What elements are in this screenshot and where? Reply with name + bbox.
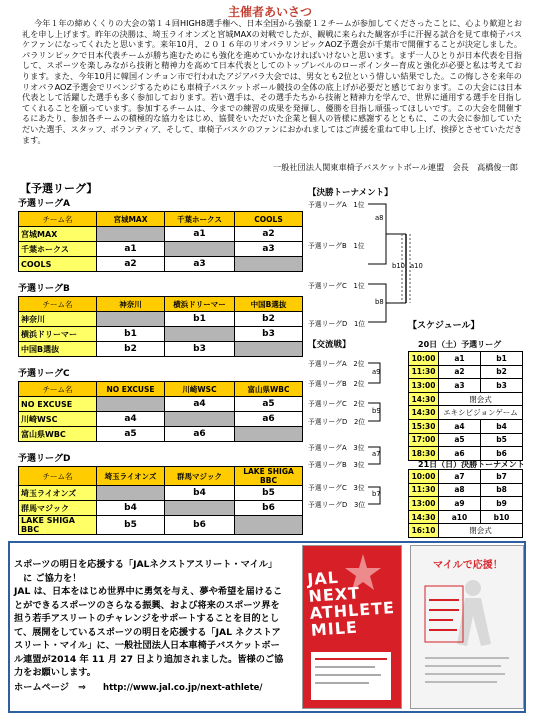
- team-header: NO EXCUSE: [97, 382, 165, 397]
- exchange-title: 【交流戦】: [308, 340, 351, 350]
- table-row: [19, 516, 303, 535]
- match-cell: a3: [235, 242, 303, 257]
- exchange-entry: 予選リーグC 3位: [308, 484, 365, 492]
- team-row-name: 川崎WSC: [19, 412, 97, 427]
- schedule-time: 11:30: [409, 365, 439, 379]
- table-row: [19, 486, 303, 501]
- schedule-time: 13:00: [409, 497, 439, 511]
- schedule-match: a1: [439, 352, 481, 366]
- match-cell: a4: [165, 397, 235, 412]
- match-cell: a1: [97, 242, 165, 257]
- jal-promo-text: [14, 558, 286, 695]
- match-cell: b1: [97, 327, 165, 342]
- schedule-row: [409, 433, 523, 447]
- team-header: 宮城MAX: [97, 212, 165, 227]
- table-row: [19, 342, 303, 357]
- schedule-event: 閉会式: [439, 524, 523, 538]
- schedule-match: a2: [439, 365, 481, 379]
- schedule-row: [409, 352, 523, 366]
- team-row-name: 神奈川: [19, 312, 97, 327]
- bracket-code: a10: [410, 262, 423, 270]
- blank-cell: [97, 312, 165, 327]
- schedule-row: [409, 406, 523, 420]
- greeting-text: [22, 18, 522, 145]
- blank-cell: [165, 242, 235, 257]
- schedule-match: a7: [439, 470, 481, 484]
- schedule-time: 11:30: [409, 483, 439, 497]
- schedule-time: 10:00: [409, 470, 439, 484]
- league-title: 予選リーグB: [18, 284, 70, 294]
- table-row: [19, 257, 303, 272]
- match-cell: b4: [165, 486, 235, 501]
- team-row-name: 横浜ドリーマー: [19, 327, 97, 342]
- blank-cell: [235, 257, 303, 272]
- greeting-paragraph: 今年１年の締めくくりの大会の第１４回HIGH8選手権へ、日本全国から強豪１２チームが参加してくださったことに、心より歓迎とお礼を申し上げます。昨年の決勝は、埼玉ライオンズと宮城MAXの対戦でしたが、観戦に来られた観客が手に汗握る試合を見て車椅子バスケファンになってくれたと思います。来年10月、２０１６年のリオパラリンピックAOZ予選会が千葉市で開催することが決定しました。パラリンピックで日本代表チームが勝ち進むためにも強化を進めていかなければいけないと思います。まず一人ひとりが日本代表を目指して、スポーツを楽しみながら技術と精神力を高めて日本代表としてのトップレベルのローポインター育成と強化が必要と私は考えております。また、今年10月に韓国インチョン市で行われたアジアパラ大会では、男女とも2位という惜しい結果でした。この悔しさを来年のリオパラAOZ予選会でリベンジするためにも車椅子バスケットボール競技の全体の底上げが必要だと感じております。この大会には日本代表として活躍した選手も多く参加しております。若い選手は、その選手たちから技術と精神力を学んで、世界に通用する選手を目指してくれることを願っています。参加するチームは、今までの練習の成果を発揮し、優勝を目指し頑張ってほしいです。この大会を開催するにあたり、参加各チームの積極的な協力をはじめ、協賛をいただいた企業と個人の皆様に感謝するとともに、この大会に参加していただいた選手、スタッフ、ボランティア、そして、車椅子バスケのファンにおかれましてはご声援を重ねて申し上げ、挨拶とさせていただきます。: [22, 18, 522, 145]
- prelim-heading: 【予選リーグ】: [20, 182, 98, 195]
- team-row-name: 富山県WBC: [19, 427, 97, 442]
- match-cell: b4: [97, 501, 165, 516]
- blank-cell: [235, 427, 303, 442]
- exchange-entry: 予選リーグA 2位: [308, 360, 365, 368]
- schedule-row: [409, 510, 523, 524]
- exchange-code: a7: [372, 450, 381, 458]
- poster-red-headline: JAL NEXT ATHLETE MILE: [306, 567, 396, 640]
- schedule-time: 13:00: [409, 379, 439, 393]
- schedule-event: 閉会式: [439, 392, 523, 406]
- schedule-row: [409, 483, 523, 497]
- exchange-code: b9: [372, 407, 381, 415]
- schedule-match: a3: [439, 379, 481, 393]
- league-title: 予選リーグA: [18, 199, 70, 209]
- league-title: 予選リーグC: [18, 369, 70, 379]
- schedule-time: 16:10: [409, 524, 439, 538]
- page-title: 主催者あいさつ: [227, 5, 312, 19]
- match-cell: a2: [97, 257, 165, 272]
- schedule-match: b9: [481, 497, 523, 511]
- match-cell: a4: [97, 412, 165, 427]
- schedule-match: a10: [439, 510, 481, 524]
- schedule-row: [409, 524, 523, 538]
- schedule-title: 【スケジュール】: [408, 321, 480, 331]
- schedule-table: [408, 351, 523, 461]
- exchange-entry: 予選リーグD 3位: [308, 501, 366, 509]
- match-cell: b3: [165, 342, 235, 357]
- jal-poster-grey: [410, 545, 524, 709]
- team-header: LAKE SHIGA BBC: [235, 467, 303, 486]
- team-header: 群馬マジック: [165, 467, 235, 486]
- table-row: [19, 227, 303, 242]
- jal-line-1: スポーツの明日を応援する「JALネクストアスリート・マイル」: [14, 559, 278, 570]
- table-row: [19, 312, 303, 327]
- jal-line-3: JAL は、日本をはじめ世界中に勇気を与え、夢や希望を届けることができるスポーツのさらなる振興、および将来のスポーツ界を担う若手アスリートのチャレンジをサポートすることを目的として、展開をしているスポーツの明日を応援する「JAL ネクストアスリート・マイル」に、一般社団法人日本車椅子バスケットボール連盟が2014 年 11 月 27 日より追加されました。皆様のご協力をお願いします。: [14, 586, 284, 678]
- team-row-name: 群馬マジック: [19, 501, 97, 516]
- blank-cell: [165, 327, 235, 342]
- table-row: [19, 327, 303, 342]
- schedule-match: b8: [481, 483, 523, 497]
- match-cell: a6: [165, 427, 235, 442]
- team-label: チーム名: [19, 297, 97, 312]
- match-cell: a3: [165, 257, 235, 272]
- schedule-match: a6: [439, 447, 481, 461]
- bracket-code: b8: [375, 298, 384, 306]
- team-row-name: 埼玉ライオンズ: [19, 486, 97, 501]
- team-row-name: COOLS: [19, 257, 97, 272]
- blank-cell: [165, 412, 235, 427]
- league-table: [18, 466, 303, 535]
- schedule-time: 14:30: [409, 510, 439, 524]
- bracket-code: b10: [392, 262, 405, 270]
- schedule-time: 10:00: [409, 352, 439, 366]
- team-header: 横浜ドリーマー: [165, 297, 235, 312]
- table-row: [19, 397, 303, 412]
- match-cell: b5: [97, 516, 165, 535]
- bracket-entry: 予選リーグD 1位: [308, 320, 366, 328]
- exchange-code: b7: [372, 490, 381, 498]
- schedule-match: b2: [481, 365, 523, 379]
- schedule-table: [408, 469, 523, 538]
- match-cell: b6: [235, 501, 303, 516]
- schedule-event: エキシビジョンゲーム: [439, 406, 523, 420]
- match-cell: b6: [165, 516, 235, 535]
- table-row: [19, 242, 303, 257]
- schedule-match: b3: [481, 379, 523, 393]
- schedule-day1-title: 20日（土）予選リーグ: [418, 340, 502, 349]
- schedule-row: [409, 379, 523, 393]
- table-row: [19, 501, 303, 516]
- schedule-time: 14:30: [409, 406, 439, 420]
- match-cell: a2: [235, 227, 303, 242]
- schedule-time: 18:30: [409, 447, 439, 461]
- schedule-match: a9: [439, 497, 481, 511]
- schedule-row: [409, 392, 523, 406]
- exchange-code: a9: [372, 368, 381, 376]
- team-row-name: NO EXCUSE: [19, 397, 97, 412]
- team-header: 千葉ホークス: [165, 212, 235, 227]
- blank-cell: [97, 397, 165, 412]
- exchange-entry: 予選リーグB 3位: [308, 461, 365, 469]
- schedule-match: b7: [481, 470, 523, 484]
- schedule-row: [409, 497, 523, 511]
- schedule-match: a5: [439, 433, 481, 447]
- team-header: 中国B選抜: [235, 297, 303, 312]
- bracket-code: a8: [375, 214, 384, 222]
- match-cell: a6: [235, 412, 303, 427]
- bracket-line-ab: [368, 204, 386, 264]
- schedule-match: b1: [481, 352, 523, 366]
- blank-cell: [97, 486, 165, 501]
- jal-line-2: に ご協力を！: [23, 572, 82, 584]
- schedule-match: b4: [481, 419, 523, 433]
- schedule-match: a8: [439, 483, 481, 497]
- jal-homepage: [14, 681, 286, 696]
- team-header: 埼玉ライオンズ: [97, 467, 165, 486]
- athlete-silhouette-icon: [411, 546, 523, 708]
- league-table: [18, 296, 303, 357]
- league-table: [18, 211, 303, 272]
- match-cell: b5: [235, 486, 303, 501]
- schedule-match: b5: [481, 433, 523, 447]
- team-header: COOLS: [235, 212, 303, 227]
- schedule-row: [409, 470, 523, 484]
- team-label: チーム名: [19, 382, 97, 397]
- match-cell: b2: [97, 342, 165, 357]
- team-row-name: 宮城MAX: [19, 227, 97, 242]
- league-title: 予選リーグD: [18, 454, 71, 464]
- bracket-title: 【決勝トーナメント】: [308, 188, 393, 198]
- blank-cell: [235, 342, 303, 357]
- exchange-entry: 予選リーグD 2位: [308, 418, 366, 426]
- table-row: [19, 427, 303, 442]
- team-label: チーム名: [19, 467, 97, 486]
- schedule-row: [409, 419, 523, 433]
- schedule-match: a4: [439, 419, 481, 433]
- schedule-time: 15:30: [409, 419, 439, 433]
- jal-poster-red: [302, 545, 402, 709]
- team-header: 神奈川: [97, 297, 165, 312]
- schedule-row: [409, 365, 523, 379]
- exchange-entry: 予選リーグC 2位: [308, 400, 365, 408]
- table-row: [19, 412, 303, 427]
- team-header: 富山県WBC: [235, 382, 303, 397]
- jal-homepage-url[interactable]: http://www.jal.co.jp/next-athlete/: [103, 682, 263, 693]
- blank-cell: [235, 516, 303, 535]
- blank-cell: [165, 501, 235, 516]
- jal-homepage-label: ホームページ ⇒: [14, 681, 86, 693]
- team-row-name: LAKE SHIGA BBC: [19, 516, 97, 535]
- team-label: チーム名: [19, 212, 97, 227]
- bracket-entry: 予選リーグA 1位: [308, 201, 365, 209]
- bracket-entry: 予選リーグC 1位: [308, 282, 365, 290]
- team-header: 川崎WSC: [165, 382, 235, 397]
- exchange-entry: 予選リーグA 3位: [308, 444, 365, 452]
- league-table: [18, 381, 303, 442]
- schedule-day2-title: 21日（日）決勝トーナメント: [418, 460, 525, 469]
- schedule-match: b6: [481, 447, 523, 461]
- match-cell: b2: [235, 312, 303, 327]
- team-row-name: 千葉ホークス: [19, 242, 97, 257]
- poster-grey-headline: マイルで応援！: [433, 560, 503, 571]
- schedule-time: 14:30: [409, 392, 439, 406]
- exchange-entry: 予選リーグB 2位: [308, 380, 365, 388]
- bracket-entry: 予選リーグB 1位: [308, 242, 365, 250]
- match-cell: b1: [165, 312, 235, 327]
- schedule-time: 17:00: [409, 433, 439, 447]
- match-cell: a5: [235, 397, 303, 412]
- signature: 一般社団法人関東車椅子バスケットボール連盟 会長 高橋俊一郎: [272, 162, 518, 172]
- match-cell: b3: [235, 327, 303, 342]
- team-row-name: 中国B選抜: [19, 342, 97, 357]
- schedule-match: b10: [481, 510, 523, 524]
- match-cell: a1: [165, 227, 235, 242]
- match-cell: a5: [97, 427, 165, 442]
- blank-cell: [97, 227, 165, 242]
